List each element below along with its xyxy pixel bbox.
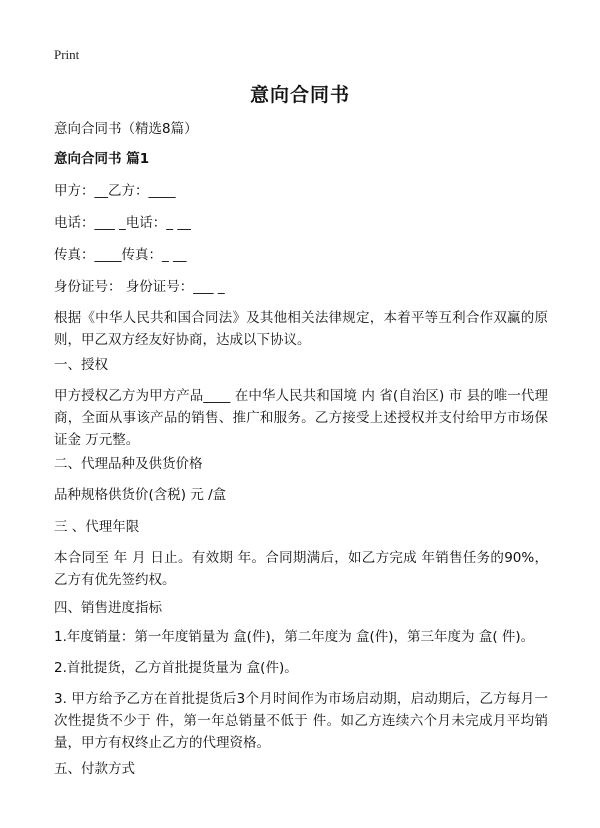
section-2-heading: 二、代理品种及供货价格 xyxy=(54,456,203,472)
fax-field: 传真：____传真：_ __ xyxy=(54,247,187,263)
section-3-body: 本合同至 年 月 日止。有效期 年。合同期满后，如乙方完成 年销售任务的90%，乙方有优先签约权。 xyxy=(54,550,548,588)
section-2-body: 品种规格供货价(含税) 元 /盒 xyxy=(54,487,227,503)
section-heading: 意向合同书 篇1 xyxy=(54,151,150,167)
section-1-heading: 一、授权 xyxy=(54,357,108,373)
section-4-item-3: 3. 甲方给予乙方在首批提货后3个月时间作为市场启动期，启动期后，乙方每月一次性提货不少于 件，第一年总销量不低于 件。如乙方连续六个月未完成月平均销量，甲方有权终止乙方的代理资格。 xyxy=(54,691,548,751)
section-5-heading: 五、付款方式 xyxy=(54,761,135,777)
print-link[interactable]: Print xyxy=(54,47,80,62)
section-4-heading: 四、销售进度指标 xyxy=(54,600,162,616)
id-field: 身份证号： 身份证号：___ _ xyxy=(54,279,225,295)
section-1-body: 甲方授权乙方为甲方产品____ 在中华人民共和国境 内 省(自治区) 市 县的唯一代理商，全面从事该产品的销售、推广和服务。乙方接受上述授权并支付给甲方市场保证金 万元整。 xyxy=(54,388,548,448)
intro-paragraph: 根据《中华人民共和国合同法》及其他相关法律规定，本着平等互利合作双赢的原则，甲乙双方经友好协商，达成以下协议。 xyxy=(54,310,548,348)
phone-field: 电话：___ _电话：_ __ xyxy=(54,215,191,231)
section-4-item-1: 1.年度销量：第一年度销量为 盒(件)，第二年度为 盒(件)，第三年度为 盒( 件)。 xyxy=(54,629,535,645)
party-field: 甲方：__乙方：____ xyxy=(54,183,176,199)
page-title: 意向合同书 xyxy=(249,84,350,106)
section-3-heading: 三 、代理年限 xyxy=(54,519,140,535)
document-subtitle: 意向合同书（精选8篇） xyxy=(54,121,198,137)
section-4-item-2: 2.首批提货，乙方首批提货量为 盒(件)。 xyxy=(54,660,298,676)
